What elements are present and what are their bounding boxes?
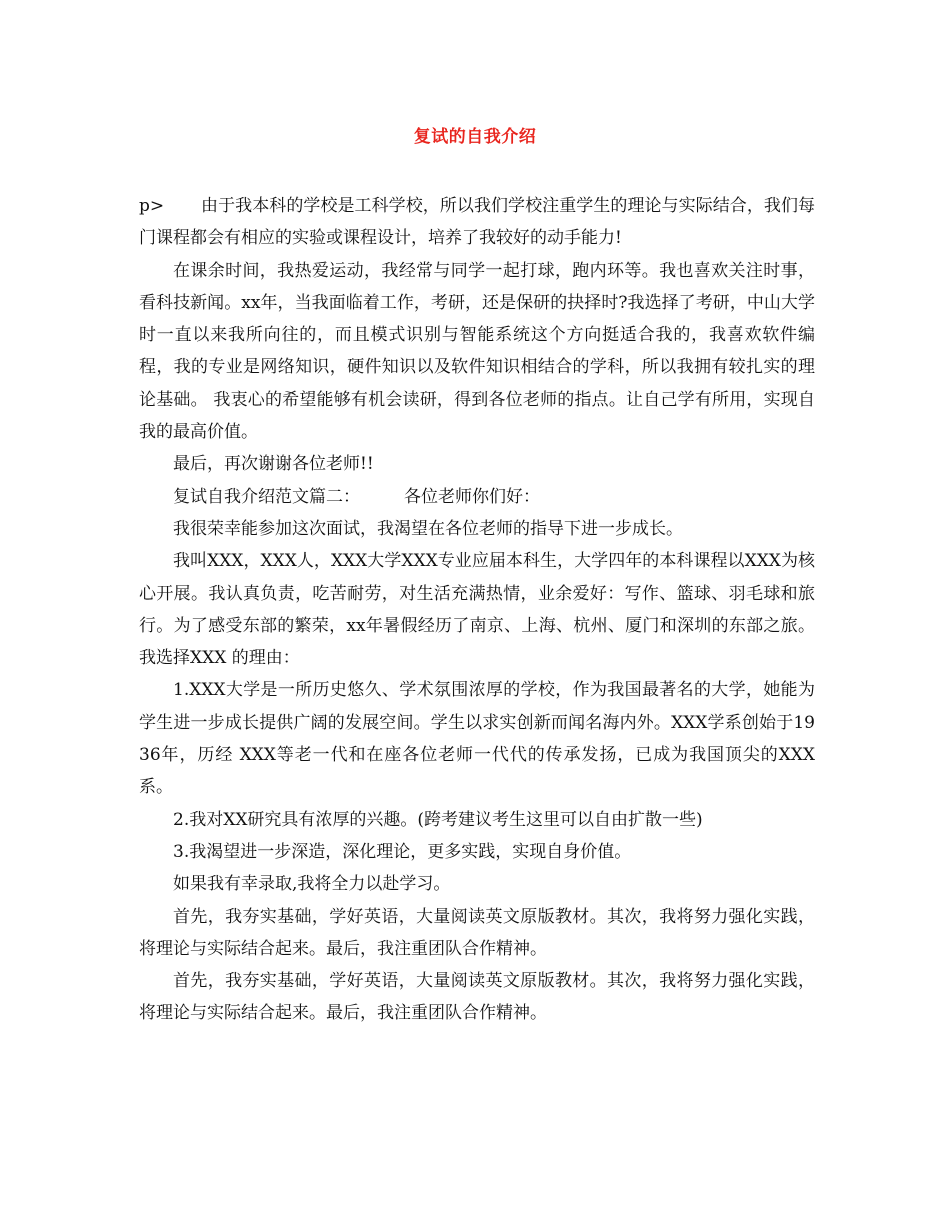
- paragraph: 我很荣幸能参加这次面试，我渴望在各位老师的指导下进一步成长。: [173, 518, 683, 539]
- paragraph: 如果我有幸录取,我将全力以赴学习。: [173, 874, 451, 895]
- section-heading: 复试自我介绍范文篇二：: [173, 486, 360, 507]
- paragraph: 1.XXX大学是一所历史悠久、学术氛围浓厚的学校，作为我国最著名的大学，她能为学生进一步成长提供广阔的发展空间。学生以求实创新而闻名海内外。XXX学系创始于1936年，历经 XXX等老一代和在座各位老师一代代的传承发扬，已成为我国顶尖的XXX系。: [139, 680, 815, 798]
- paragraph: 首先，我夯实基础，学好英语，大量阅读英文原版教材。其次，我将努力强化实践，将理论与实际结合起来。最后，我注重团队合作精神。: [139, 971, 815, 1024]
- section-greeting: 各位老师你们好：: [404, 486, 540, 507]
- paragraph: 2.我对XX研究具有浓厚的兴趣。(跨考建议考生这里可以自由扩散一些): [173, 809, 703, 830]
- document-body: [139, 190, 815, 1030]
- paragraph-intro: [139, 190, 815, 255]
- paragraph-intro-text: 由于我本科的学校是工科学校，所以我们学校注重学生的理论与实际结合，我们每门课程都会有相应的实验或课程设计，培养了我较好的动手能力!: [139, 196, 815, 249]
- paragraph: 最后，再次谢谢各位老师!!: [173, 454, 374, 475]
- paragraph: 在课余时间，我热爱运动，我经常与同学一起打球，跑内环等。我也喜欢关注时事，看科技新闻。xx年，当我面临着工作，考研，还是保研的抉择时?我选择了考研，中山大学时一直以来我所向往的，而且模式识别与智能系统这个方向挺适合我的，我喜欢软件编程，我的专业是网络知识，硬件知识以及软件知识相结合的学科，所以我拥有较扎实的理论基础。 我衷心的希望能够有机会读研，得到各位老师的指点。让自己学有所用，实现自我的最高价值。: [139, 260, 815, 443]
- paragraph: 3.我渴望进一步深造，深化理论，更多实践，实现自身价值。: [173, 841, 632, 862]
- paragraph: 我叫XXX，XXX人，XXX大学XXX专业应届本科生，大学四年的本科课程以XXX为核心开展。我认真负责，吃苦耐劳，对生活充满热情，业余爱好：写作、篮球、羽毛球和旅行。为了感受东部的繁荣，xx年暑假经历了南京、上海、杭州、厦门和深圳的东部之旅。 我选择XXX 的理由：: [139, 551, 815, 669]
- document-title: 复试的自我介绍: [413, 127, 537, 147]
- section-heading-line: [139, 481, 815, 513]
- paragraph: 首先，我夯实基础，学好英语，大量阅读英文原版教材。其次，我将努力强化实践，将理论与实际结合起来。最后，我注重团队合作精神。: [139, 906, 815, 959]
- paragraph-prefix: p>: [139, 196, 165, 216]
